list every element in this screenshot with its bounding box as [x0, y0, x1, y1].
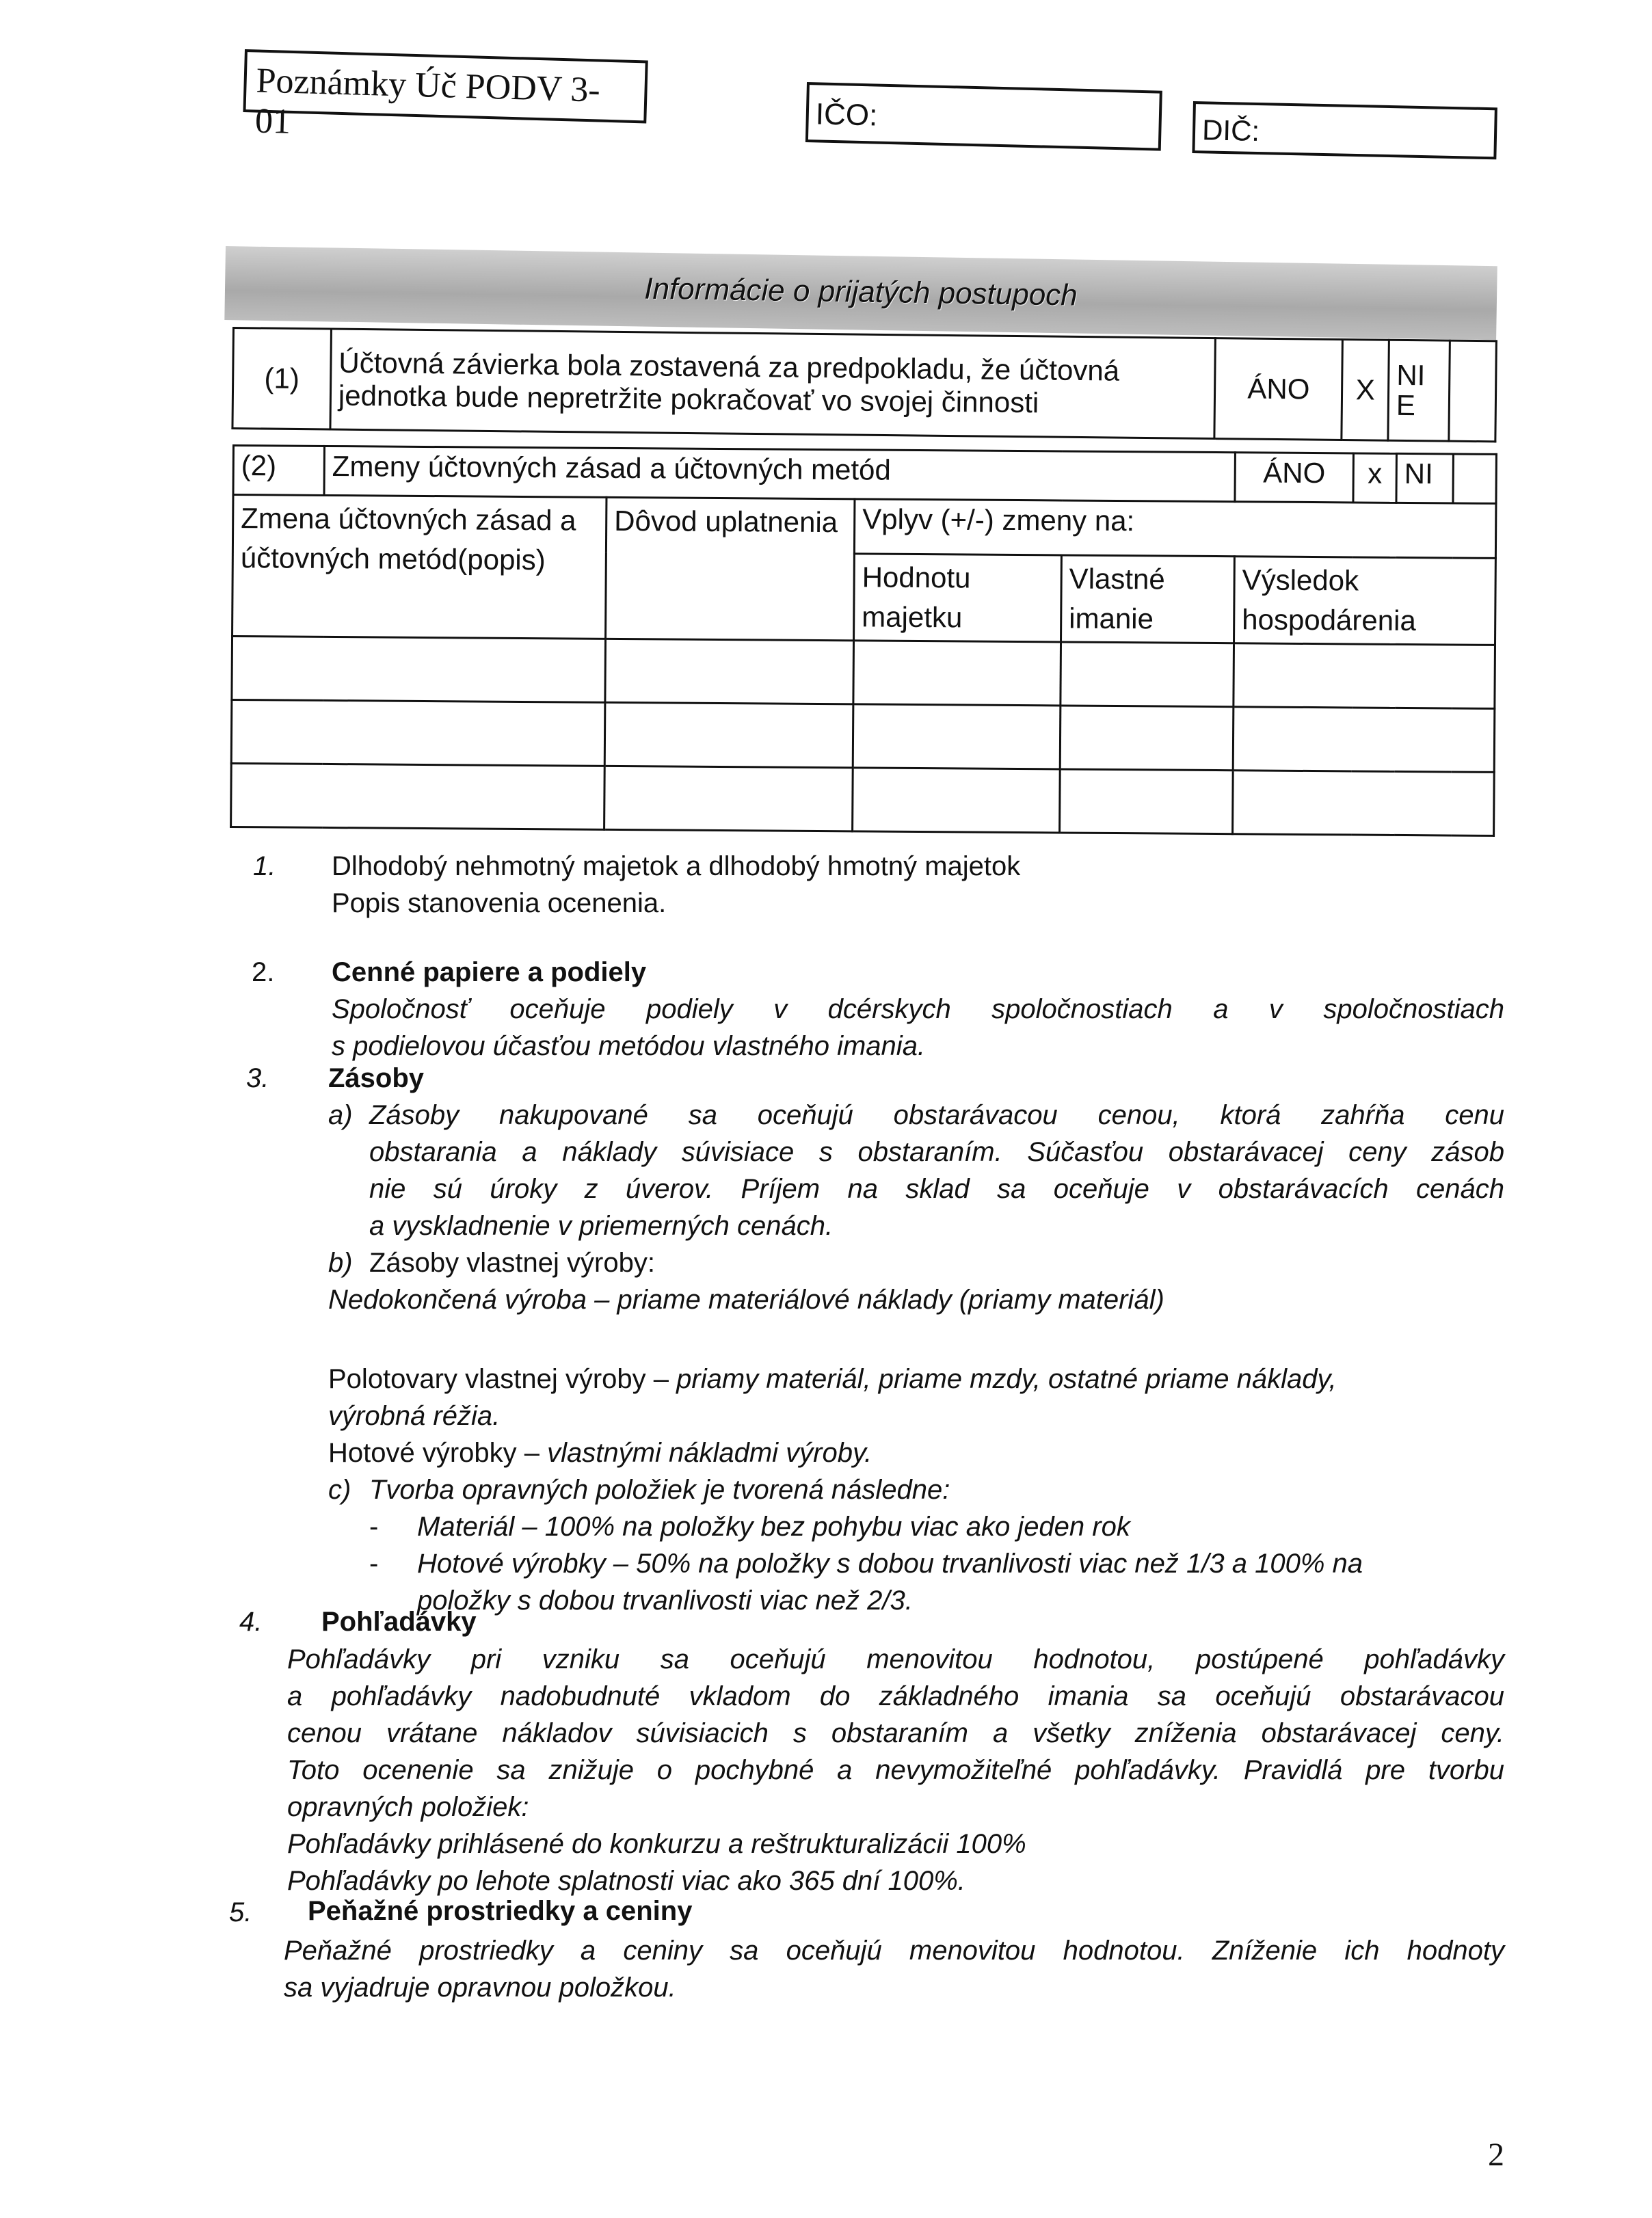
cell[interactable]: [853, 768, 1061, 833]
section-3-bullets: [328, 1508, 1504, 1619]
section-4-title: [321, 1603, 477, 1640]
cell[interactable]: [232, 637, 606, 703]
q1-no-label-l1: NI: [1396, 358, 1426, 392]
section-3-finished-label: Hotové výrobky –: [328, 1438, 548, 1468]
section-5-line: sa vyjadruje opravnou položkou.: [284, 1973, 676, 2003]
table-row: [231, 700, 1495, 773]
section-3-number: 3.: [246, 1063, 269, 1093]
section-2-line1: Spoločnosť oceňuje podiely v dcérskych spoločnostiach a v spoločnostiach: [332, 994, 1504, 1024]
form-title: Poznámky Úč PODV 3-01: [254, 61, 601, 142]
cell[interactable]: [604, 702, 853, 768]
q2-yes-mark: x: [1353, 453, 1397, 503]
section-2-line2: s podielovou účasťou metódou vlastného imania.: [332, 1031, 926, 1061]
cell[interactable]: [1060, 706, 1234, 771]
cell[interactable]: [853, 704, 1061, 769]
dic-label: DIČ:: [1201, 113, 1260, 148]
section-3-b: [328, 1244, 1504, 1281]
q1-number: (1): [232, 328, 332, 429]
bullet-item-cont: položky s dobou trvanlivosti viac než 2/3.: [417, 1586, 913, 1616]
section-5-title: [308, 1893, 692, 1929]
section-3-title: Zásoby: [328, 1063, 425, 1093]
cell[interactable]: [231, 763, 605, 829]
bullet-icon: -: [369, 1549, 379, 1579]
page-number: 2: [1488, 2137, 1504, 2173]
q2-no-mark: [1453, 454, 1497, 503]
q1-yes-label: ÁNO: [1214, 338, 1343, 440]
q2-number: (2): [233, 446, 324, 496]
q1-no-label: [1388, 340, 1450, 441]
section-3-a-line: a vyskladnenie v priemerných cenách.: [369, 1211, 834, 1241]
section-5-line: Peňažné prostriedky a ceniny sa oceňujú menovitou hodnotou. Zníženie ich hodnoty: [284, 1936, 1504, 1966]
ico-field: [805, 82, 1162, 151]
bullet-item: Hotové výrobky – 50% na položky s dobou trvanlivosti viac než 1/3 a 100% na: [417, 1549, 1363, 1579]
section-4-title-text: Pohľadávky: [321, 1607, 477, 1637]
section-2-title: Cenné papiere a podiely: [332, 957, 647, 987]
cell[interactable]: [853, 641, 1061, 706]
section-4: [287, 1641, 1504, 1899]
section-1-title: Dlhodobý nehmotný majetok a dlhodobý hmotný majetok: [332, 851, 1021, 881]
q1-yes-mark: X: [1342, 340, 1389, 441]
col-result: Výsledok hospodárenia: [1234, 557, 1496, 645]
section-3-semi-text: priamy materiál, priame mzdy, ostatné priame náklady,: [676, 1364, 1337, 1394]
cell[interactable]: [231, 700, 605, 766]
section-3-a-line: Zásoby nakupované sa oceňujú obstarávacou cenou, ktorá zahŕňa cenu: [369, 1100, 1504, 1130]
section-3: [328, 1060, 1504, 1619]
section-3-semi: [328, 1361, 1504, 1398]
col-reason: Dôvod uplatnenia: [606, 497, 855, 641]
col-change: Zmena účtovných zásad a účtovných metód(popis): [232, 495, 607, 639]
accounting-changes-table: [230, 444, 1497, 837]
form-title-box: [243, 49, 648, 142]
section-3-a-label: a): [328, 1100, 353, 1130]
section-banner: [224, 246, 1497, 340]
banner-title: Informácie o prijatých postupoch: [643, 271, 1078, 312]
section-3-b-title: Zásoby vlastnej výroby:: [369, 1248, 655, 1278]
q2-yes-label: ÁNO: [1235, 453, 1353, 503]
section-3-c-title: Tvorba opravných položiek je tvorená následne:: [369, 1475, 950, 1505]
section-1-line2: Popis stanovenia ocenenia.: [332, 888, 667, 918]
col-equity: Vlastné imanie: [1061, 555, 1235, 643]
section-3-c: [328, 1471, 1504, 1508]
q1-no-label-l2: E: [1396, 388, 1416, 422]
section-2-number: 2.: [252, 957, 275, 987]
section-1: [332, 848, 1020, 922]
ico-label: IČO:: [815, 97, 878, 133]
section-3-b-label: b): [328, 1248, 353, 1278]
bullet-item: Materiál – 100% na položky bez pohybu viac ako jeden rok: [417, 1512, 1130, 1542]
section-3-a: [328, 1097, 1504, 1244]
section-4-line: cenou vrátane nákladov súvisiacich s obstaraním a všetky zníženia obstarávacej ceny.: [287, 1718, 1504, 1748]
q2-no-label: NI: [1396, 453, 1454, 503]
cell[interactable]: [1060, 769, 1234, 834]
cell[interactable]: [1061, 642, 1234, 707]
section-3-c-label: c): [328, 1475, 351, 1505]
col-impact: Vplyv (+/-) zmeny na:: [854, 499, 1496, 559]
section-3-finished-text: vlastnými nákladmi výroby.: [547, 1438, 872, 1468]
section-3-semi-label: Polotovary vlastnej výroby –: [328, 1364, 677, 1394]
q1-no-mark: [1449, 340, 1496, 442]
section-4-line: a pohľadávky nadobudnuté vkladom do základného imania sa oceňujú obstarávacou: [287, 1681, 1504, 1711]
section-3-a-line: nie sú úroky z úverov. Príjem na sklad sa oceňuje v obstarávacích cenách: [369, 1174, 1504, 1204]
section-4-line: Toto ocenenie sa znižuje o pochybné a nevymožiteľné pohľadávky. Pravidlá pre tvorbu: [287, 1755, 1504, 1785]
section-3-wip: Nedokončená výroba – priame materiálové náklady (priamy materiál): [328, 1285, 1164, 1315]
section-5-title-text: Peňažné prostriedky a ceniny: [308, 1896, 693, 1926]
section-4-number: 4.: [239, 1607, 263, 1637]
section-4-line: Pohľadávky pri vzniku sa oceňujú menovitou hodnotou, postúpené pohľadávky: [287, 1644, 1504, 1674]
section-4-line: opravných položiek:: [287, 1792, 529, 1822]
cell[interactable]: [605, 639, 854, 704]
section-5-number: 5.: [229, 1897, 252, 1927]
section-3-semi-text2: výrobná réžia.: [328, 1401, 501, 1431]
q1-text: Účtovná závierka bola zostavená za predpokladu, že účtovná jednotka bude nepretržite pokračovať vo svojej činnosti: [330, 329, 1216, 439]
bullet-icon: -: [369, 1512, 379, 1542]
going-concern-table: [231, 327, 1497, 442]
section-4-line: Pohľadávky po lehote splatnosti viac ako 365 dní 100%.: [287, 1866, 965, 1896]
table-row: [231, 763, 1495, 836]
dic-field: [1192, 101, 1497, 159]
section-3-finished: [328, 1434, 1504, 1471]
table-row: [232, 637, 1495, 709]
cell[interactable]: [1233, 771, 1495, 836]
section-4-line: Pohľadávky prihlásené do konkurzu a reštrukturalizácii 100%: [287, 1829, 1026, 1859]
cell[interactable]: [1233, 707, 1495, 773]
section-5: [284, 1932, 1504, 2006]
section-3-a-line: obstarania a náklady súvisiace s obstaraním. Súčasťou obstarávacej ceny zásob: [369, 1137, 1504, 1167]
cell[interactable]: [604, 766, 853, 831]
q2-text: Zmeny účtovných zásad a účtovných metód: [324, 446, 1235, 501]
section-2: [332, 954, 1504, 1065]
cell[interactable]: [1234, 643, 1495, 709]
col-asset-value: Hodnotu majetku: [854, 554, 1062, 642]
section-1-number: 1.: [253, 851, 276, 881]
